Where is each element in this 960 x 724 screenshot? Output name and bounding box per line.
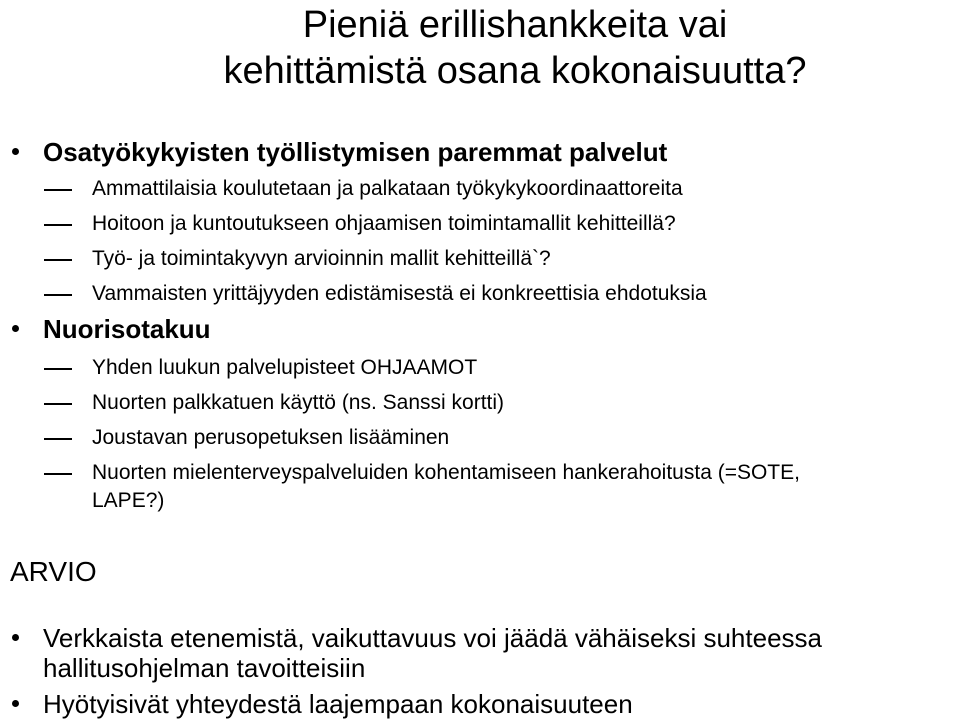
- arvio-item-2-text: Hyötyisivät yhteydestä laajempaan kokonaisuuteen: [43, 689, 633, 719]
- section1-bullet: [12, 136, 667, 168]
- dash-icon: [44, 259, 72, 261]
- title-line-2: kehittämistä osana kokonaisuutta?: [223, 50, 807, 92]
- section1-item-4-text: Vammaisten yrittäjyyden edistämisestä ei konkreettisia ehdotuksia: [92, 282, 707, 305]
- section1-item-4: [44, 281, 707, 307]
- dash-icon: [44, 438, 72, 440]
- section2-item-3-text: Joustavan perusopetuksen lisääminen: [92, 426, 450, 449]
- section2-item-4-continuation-text: LAPE?): [92, 489, 165, 512]
- bullet-dot-icon: [12, 700, 19, 707]
- section1-item-2-text: Hoitoon ja kuntoutukseen ohjaamisen toimintamallit kehitteillä?: [92, 212, 676, 235]
- arvio-item-1: [12, 623, 822, 653]
- section2-item-2-text: Nuorten palkkatuen käyttö (ns. Sanssi kortti): [92, 391, 505, 414]
- bullet-dot-icon: [12, 325, 19, 332]
- section2-item-4: [44, 460, 800, 486]
- section2-item-4-continuation: [92, 488, 164, 514]
- section2-heading: Nuorisotakuu: [43, 314, 211, 344]
- arvio-item-1-continuation-text: hallitusohjelman tavoitteisiin: [43, 653, 366, 683]
- section1-heading: Osatyökykyisten työllistymisen paremmat palvelut: [43, 137, 668, 167]
- bullet-dot-icon: [12, 148, 19, 155]
- section2-item-4-text: Nuorten mielenterveyspalveluiden kohentamiseen hankerahoitusta (=SOTE,: [92, 461, 800, 484]
- section2-item-3: [44, 425, 449, 451]
- section2-bullet: [12, 313, 211, 345]
- section1-item-2: [44, 211, 676, 237]
- bullet-dot-icon: [12, 634, 19, 641]
- arvio-item-1-continuation: [43, 653, 365, 683]
- dash-icon: [44, 224, 72, 226]
- dash-icon: [44, 189, 72, 191]
- section1-item-1: [44, 176, 683, 202]
- dash-icon: [44, 294, 72, 296]
- title-line-1: Pieniä erillishankkeita vai: [302, 4, 728, 46]
- dash-icon: [44, 368, 72, 370]
- section1-item-3-text: Työ- ja toimintakyvyn arvioinnin mallit kehitteillä`?: [92, 247, 551, 270]
- section2-item-2: [44, 390, 504, 416]
- arvio-item-1-text: Verkkaista etenemistä, vaikuttavuus voi jäädä vähäiseksi suhteessa: [43, 623, 822, 653]
- section2-item-1-text: Yhden luukun palvelupisteet OHJAAMOT: [92, 356, 478, 379]
- section1-item-1-text: Ammattilaisia koulutetaan ja palkataan työkykykoordinaattoreita: [92, 177, 683, 200]
- dash-icon: [44, 403, 72, 405]
- dash-icon: [44, 473, 72, 475]
- arvio-item-2: [12, 689, 633, 719]
- slide-title: [0, 0, 960, 94]
- section1-item-3: [44, 246, 551, 272]
- arvio-heading: ARVIO: [10, 556, 97, 587]
- section2-item-1: [44, 355, 477, 381]
